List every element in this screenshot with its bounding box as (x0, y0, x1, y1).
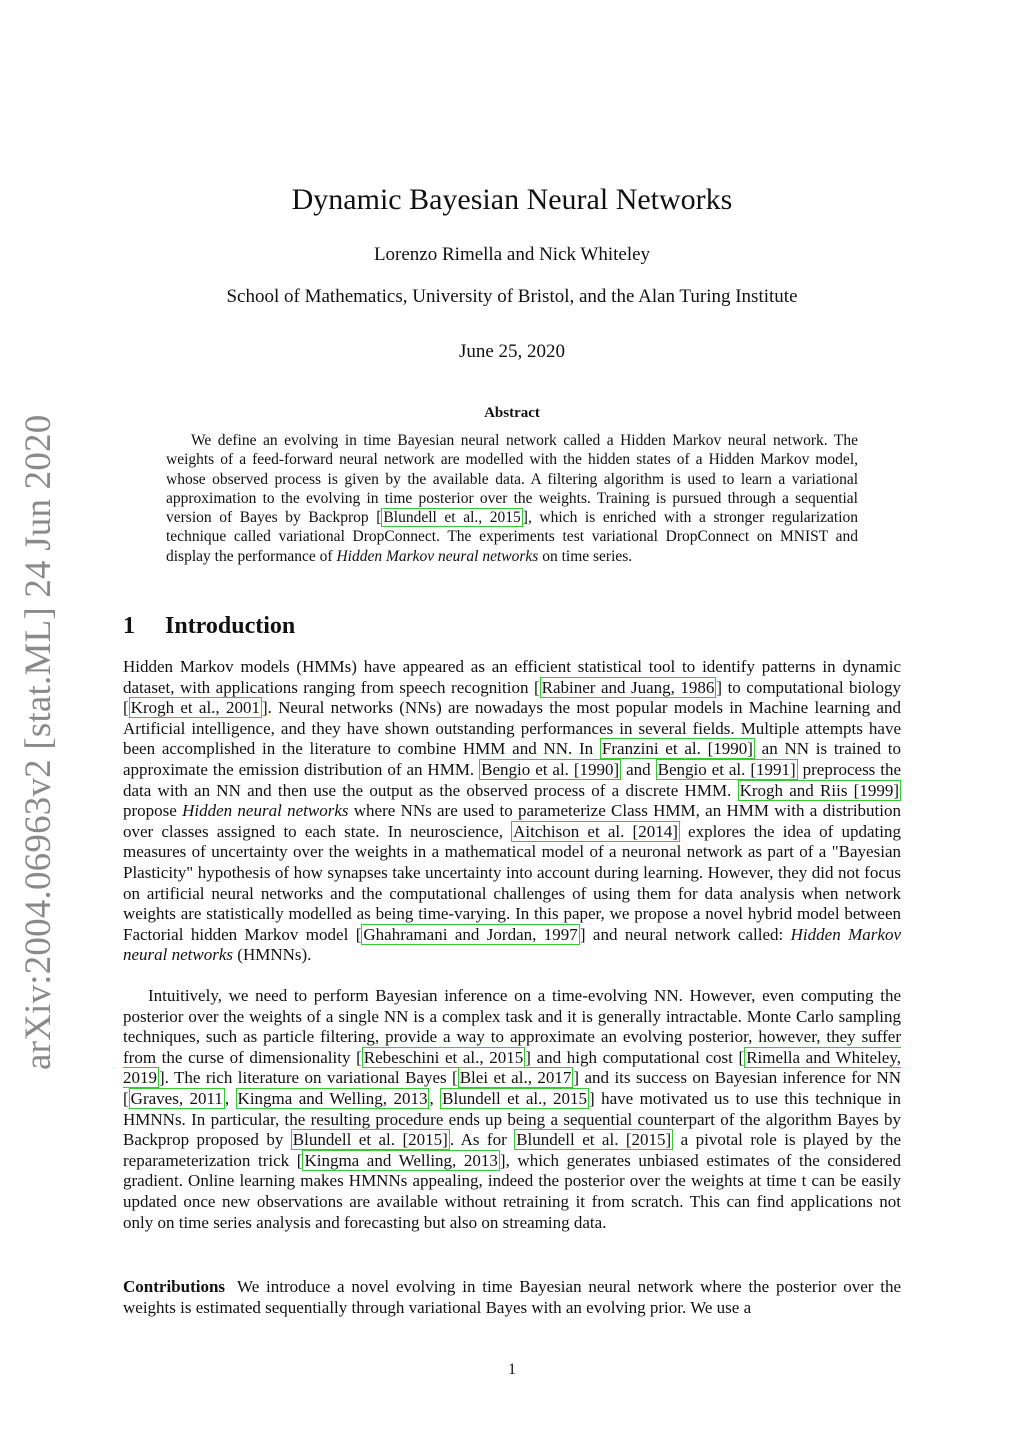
paper-authors: Lorenzo Rimella and Nick Whiteley (373, 244, 651, 265)
citation-link[interactable]: Rimella and Whiteley, 2019 (123, 1047, 901, 1088)
citation-link[interactable]: Aitchison et al. [2014] (513, 821, 678, 841)
emphasized-term: Hidden Markov neural networks (336, 547, 539, 565)
paper-affiliation: School of Mathematics, University of Bristol, and the Alan Turing Institute (226, 286, 798, 307)
citation-link[interactable]: Blundell et al. [2015] (292, 1130, 448, 1150)
citation-link[interactable]: Blundell et al. [2015] (516, 1130, 672, 1150)
citation-link[interactable]: Kingma and Welling, 2013 (304, 1150, 498, 1170)
intro-paragraph-2: Intuitively, we need to perform Bayesian inference on a time-evolving NN. However, even computing the posterior over the weights of a single NN is a complex task and it is generally intractable. Monte Carlo sampling techniques, such as particle filtering, provide a way to approximate an evolving posterior, however, they suffer from the curse of dimensionality [ Rebeschini et al., 2015 ] and high computational cost [ Rimella and Whiteley, 2019 ]. The rich literature on variational Bayes [ Blei et al., 2017 ] and its success on Bayesian inference for NN [ Graves, 2011 , Kingma and Welling, 2013 , Blundell et al., 2015 ] have motivated us to use this technique in HMNNs. In particular, the resulting procedure ends up being a sequential counterpart of the algorithm Bayes by Backprop proposed by Blundell et al. [2015] . As for Blundell et al. [2015] a pivotal role is played by the reparameterization trick [ Kingma and Welling, 2013 ], which generates unbiased estimates of the considered gradient. Online learning makes HMNNs appealing, indeed the posterior over the weights at time t can be easily updated once new observations are available without retraining it from scratch. This can find applications not only on time series analysis and forecasting but also on streaming data. (123, 986, 902, 1232)
citation-link[interactable]: Blei et al., 2017 (459, 1068, 572, 1088)
intro-paragraph-1: Hidden Markov models (HMMs) have appeared as an efficient statistical tool to identify patterns in dynamic dataset, with applications ranging from speech recognition [ Rabiner and Juang, 1986 ] to computational biology [ Krogh et al., 2001 ]. Neural networks (NNs) are nowadays the most popular models in Machine learning and Artificial intelligence, and they have shown outstanding performances in several fields. Multiple attempts have been accomplished in the literature to combine HMM and NN. In Franzini et al. [1990] an NN is trained to approximate the emission distribution of an HMM. Bengio et al. [1990] and Bengio et al. [1991] preprocess the data with an NN and then use the output as the observed process of a discrete HMM. Krogh and Riis [1999] propose Hidden neural networks where NNs are used to parameterize Class HMM, an HMM with a distribution over classes assigned to each state. In neuroscience, Aitchison et al. [2014] explores the idea of updating measures of uncertainty over the weights in a mathematical model of a neuronal network as part of a "Bayesian Plasticity" hypothesis of how synapses take uncertainty into account during learning. However, they did not focus on artificial neural networks and the computational challenges of using them for data analysis when network weights are statistically modelled as being time-varying. In this paper, we propose a novel hybrid model between Factorial hidden Markov model [ Ghahramani and Jordan, 1997 ] and neural network called: Hidden Markov neural networks (HMNNs). (123, 657, 902, 965)
page-number: 1 (508, 1361, 516, 1378)
citation-link[interactable]: Rabiner and Juang, 1986 (541, 677, 715, 697)
section-heading (123, 613, 295, 640)
abstract-heading: Abstract (484, 405, 540, 421)
citation-link[interactable]: Kingma and Welling, 2013 (237, 1088, 428, 1108)
contributions-text: We introduce a novel evolving in time Bayesian neural network where the posterior over the weights is estimated sequentially through variational Bayes with an evolving prior. We use a (123, 1277, 901, 1317)
contributions-label: Contributions (123, 1277, 226, 1296)
emphasized-term: Hidden neural networks (182, 801, 349, 821)
citation-link[interactable]: Bengio et al. [1991] (657, 759, 796, 779)
citation-link[interactable]: Ghahramani and Jordan, 1997 (363, 924, 578, 944)
paper-title: Dynamic Bayesian Neural Networks (291, 183, 733, 216)
citation-link[interactable]: Rebeschini et al., 2015 (363, 1047, 524, 1067)
citation-link[interactable]: Bengio et al. [1990] (481, 759, 620, 779)
citation-link[interactable]: Graves, 2011 (130, 1088, 223, 1108)
citation-link[interactable]: Krogh and Riis [1999] (739, 780, 899, 800)
section-title: Introduction (165, 613, 296, 639)
arxiv-identifier: arXiv:2004.06963v2 [stat.ML] 24 Jun 2020 (18, 414, 59, 1070)
citation-link[interactable]: Krogh et al., 2001 (130, 698, 260, 718)
citation-link[interactable]: Blundell et al., 2015 (442, 1088, 588, 1108)
paper-date: June 25, 2020 (458, 341, 566, 362)
abstract-text: We define an evolving in time Bayesian neural network called a Hidden Markov neural network. The weights of a feed-forward neural network are modelled with the hidden states of a Hidden Markov model, whose observed process is given by the available data. A filtering algorithm is used to learn a variational approximation to the evolving in time posterior over the weights. Training is pursued through a sequential version of Bayes by Backprop [ Blundell et al., 2015 ], which is enriched with a stronger regularization technique called variational DropConnect. The experiments test variational DropConnect on MNIST and display the performance of Hidden Markov neural networks on time series. (166, 432, 858, 565)
emphasized-term: Hidden Markov neural networks (123, 924, 901, 965)
contributions-paragraph (123, 1277, 901, 1318)
citation-link[interactable]: Blundell et al., 2015 (383, 509, 521, 527)
citation-link[interactable]: Franzini et al. [1990] (601, 739, 753, 759)
section-number: 1 (123, 613, 135, 639)
